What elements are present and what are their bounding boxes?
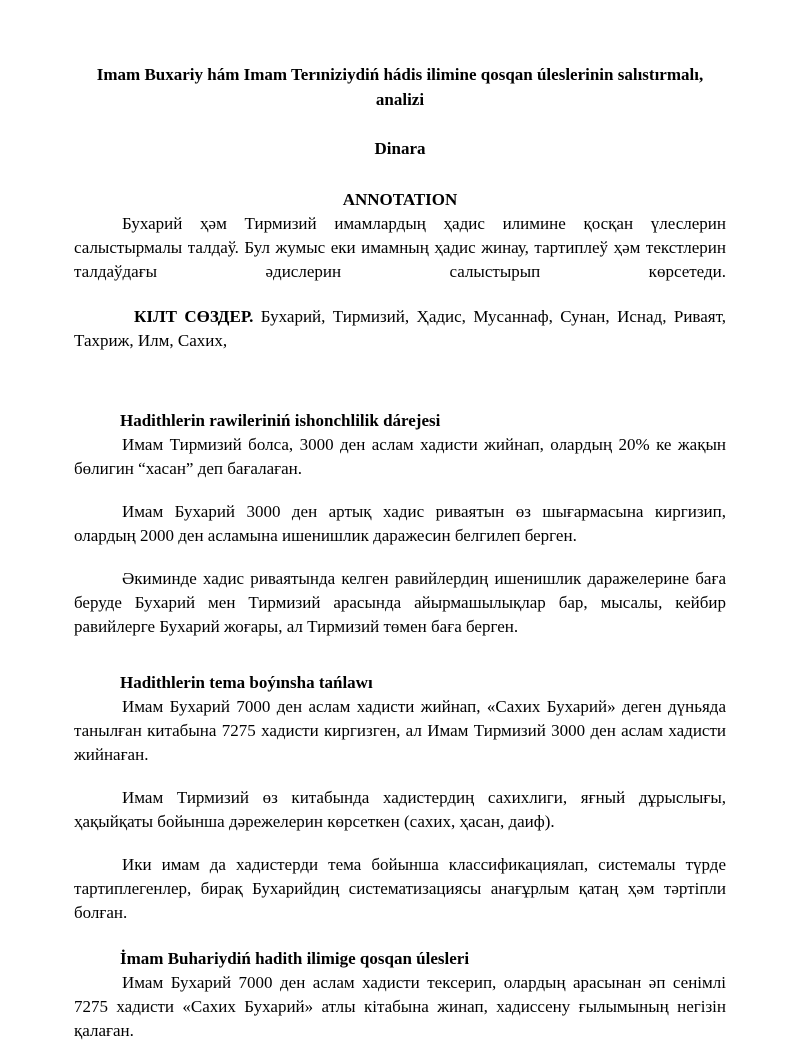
section-paragraph: Ики имам да хадистерди тема бойынша классификациялап, системалы түрде тартиплегенлер, бирақ Бухарийдиң систематизациясы анағұрлым қатаң ҳәм тәртіпли болған.	[74, 855, 726, 922]
annotation-paragraph: Бухарий ҳәм Тирмизий имамлардың ҳадис илимине қосқан үлеслерин салыстырмалы талдаў. Бул жумыс еки имамның ҳадис жинау, тартиплеў ҳәм текстлерин талдаўдағы әдислерин салыстырып көрсетеди.	[74, 214, 726, 281]
keywords-label: КІЛТ СӨЗДЕР.	[134, 307, 254, 326]
annotation-heading: ANNOTATION	[342, 190, 458, 209]
keywords-paragraph	[74, 305, 726, 353]
author-name: Dinara	[374, 139, 426, 158]
section-heading-topic-selection: Hadithlerin tema boýınsha tańlawı	[120, 673, 373, 692]
document-page	[74, 62, 726, 1043]
section-heading-reliability: Hadithlerin rawileriniń ishonchlilik dárejesi	[120, 411, 441, 430]
keywords-list: Бухарий, Тирмизий, Ҳадис, Мусаннаф, Сунан, Иснад, Риваят, Тахриж, Илм, Сахих,	[74, 307, 726, 350]
section-paragraph: Имам Бухарий 7000 ден аслам хадисти тексерип, олардың арасынан әп сенімлі 7275 хадисти «Сахих Бухарий» атлы кітабына жинап, хадиссену ғылымының негізін қалаған.	[74, 973, 726, 1040]
section-paragraph: Имам Бухарий 3000 ден артық хадис риваятын өз шығармасына киргизип, олардың 2000 ден асламына ишенишлик даражесин белгилеп берген.	[74, 502, 726, 545]
section-paragraph: Имам Тирмизий болса, 3000 ден аслам хадисти жийнап, олардың 20% ке жақын бөлигин “хасан” деп бағалаған.	[74, 435, 726, 478]
section-paragraph: Әкиминде хадис риваятында келген равийлердиң ишенишлик даражелерине баға беруде Бухарий мен Тирмизий арасында айырмашылықлар бар, мысалы, кейбир равийлерге Бухарий жоғары, ал Тирмизий төмен баға берген.	[74, 569, 726, 636]
section-heading-bukhari-contributions: İmam Buhariydiń hadith ilimige qosqan úlesleri	[120, 949, 470, 968]
section-paragraph: Имам Тирмизий өз китабында хадистердиң сахихлиги, яғный дұрыслығы, ҳақыйқаты бойынша дәрежелерин көрсеткен (сахих, ҳасан, даиф).	[74, 788, 726, 831]
document-title: Imam Buxariy hám Imam Terıniziydiń hádis ilimine qosqan úleslerinin salıstırmalı, analizi	[96, 65, 704, 109]
section-paragraph: Имам Бухарий 7000 ден аслам хадисти жийнап, «Сахих Бухарий» деген дүньяда танылған китабына 7275 хадисти киргизген, ал Имам Тирмизий 3000 ден аслам хадисти жийнаған.	[74, 697, 726, 764]
